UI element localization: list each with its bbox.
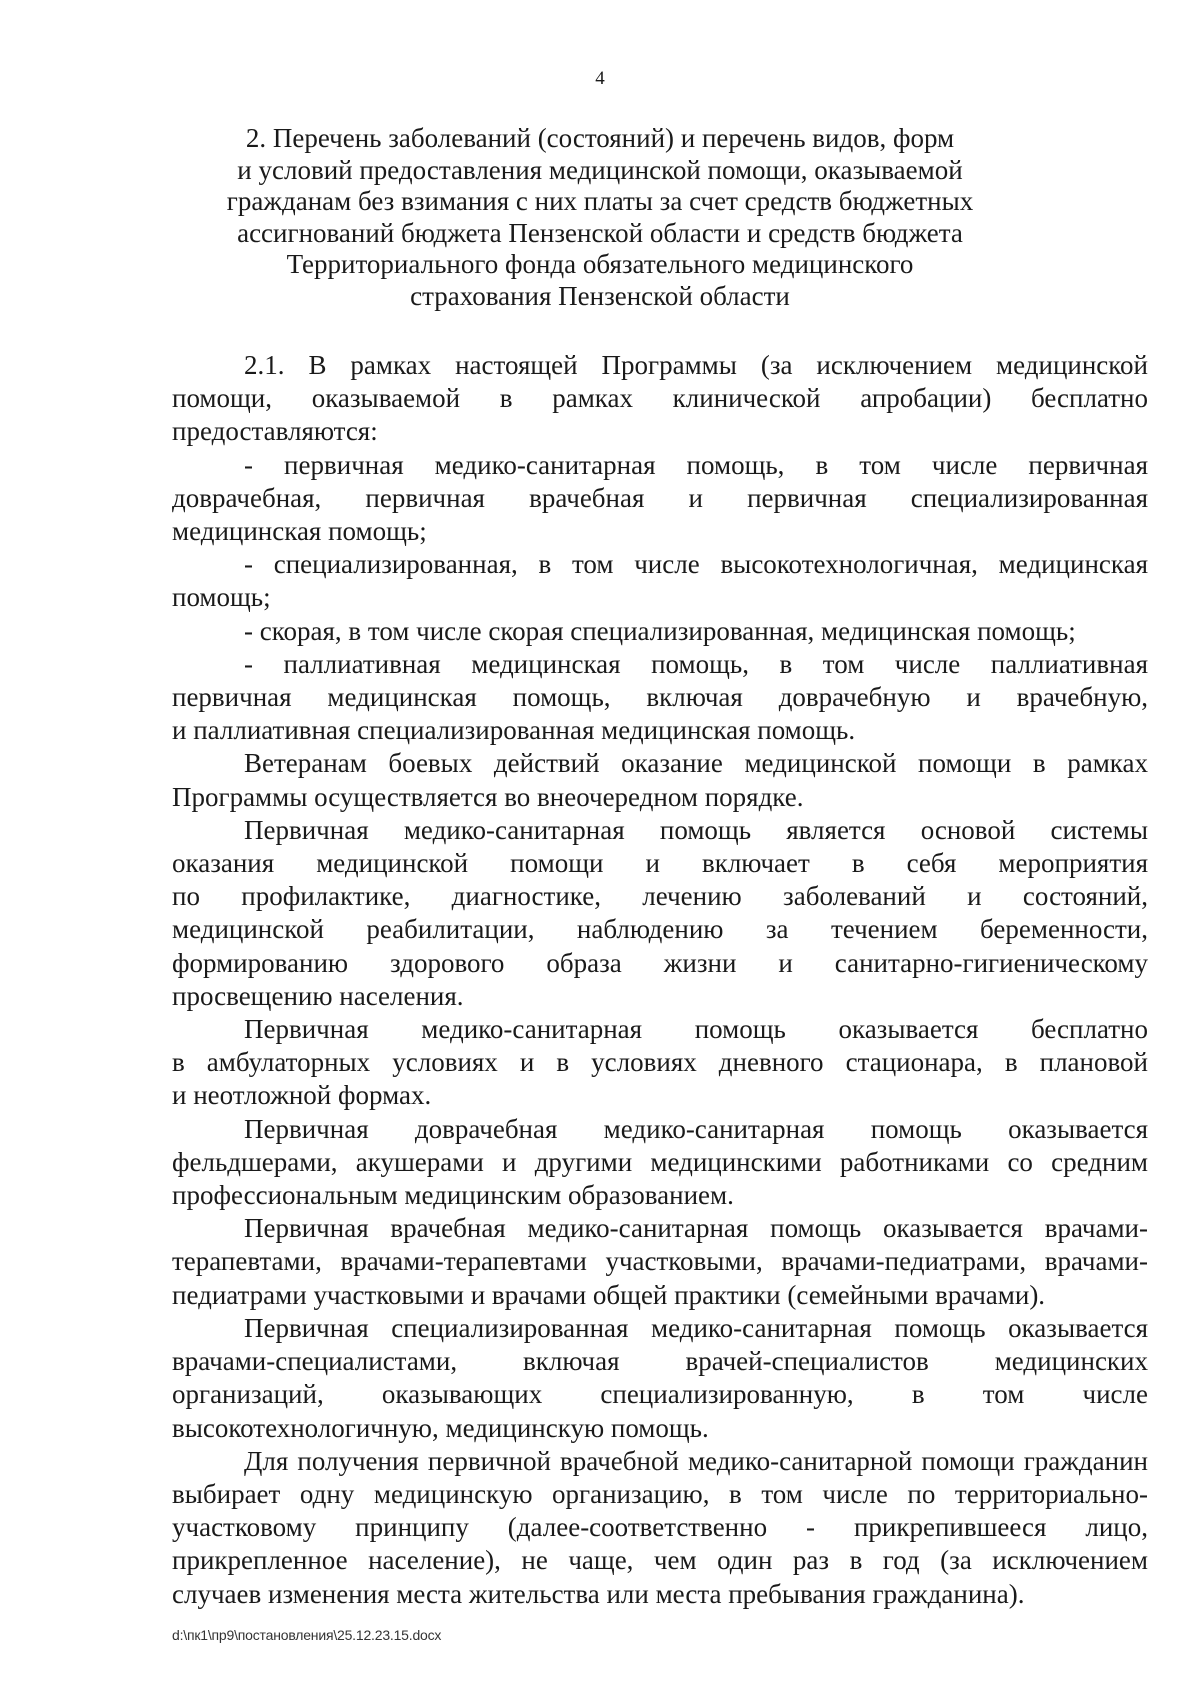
paragraph xyxy=(172,615,1148,648)
paragraph-line: случаев изменения места жительства или места пребывания гражданина). xyxy=(172,1578,1025,1609)
paragraph-line: - специализированная, в том числе высокотехнологичная, медицинская xyxy=(244,549,1148,580)
paragraph-line: Ветеранам боевых действий оказание медицинской помощи в рамках xyxy=(244,748,1148,779)
paragraph-line: и паллиативная специализированная медицинская помощь. xyxy=(172,715,856,746)
paragraph-line: педиатрами участковыми и врачами общей практики (семейными врачами). xyxy=(172,1279,1046,1310)
title-line: страхования Пензенской области xyxy=(410,280,790,311)
paragraph-line: Первичная медико-санитарная помощь оказывается бесплатно xyxy=(244,1014,1148,1045)
paragraph-line: в амбулаторных условиях и в условиях дневного стационара, в плановой xyxy=(172,1047,1148,1078)
paragraph-line: Программы осуществляется во внеочередном порядке. xyxy=(172,781,804,812)
paragraph-line: организаций, оказывающих специализированную, в том числе xyxy=(172,1379,1148,1410)
paragraph-line: фельдшерами, акушерами и другими медицинскими работниками со средним xyxy=(172,1146,1148,1177)
paragraph-line: и неотложной формах. xyxy=(172,1080,432,1111)
paragraph xyxy=(172,449,1148,549)
paragraph-line: Первичная медико-санитарная помощь является основой системы xyxy=(244,814,1148,845)
title-line: и условий предоставления медицинской помощи, оказываемой xyxy=(237,154,963,185)
paragraph-line: формированию здорового образа жизни и санитарно-гигиеническому xyxy=(172,947,1148,978)
paragraph xyxy=(172,1445,1148,1611)
paragraph xyxy=(172,648,1148,748)
paragraph-line: по профилактике, диагностике, лечению заболеваний и состояний, xyxy=(172,881,1148,912)
paragraph-line: врачами-специалистами, включая врачей-специалистов медицинских xyxy=(172,1346,1148,1377)
paragraph-line: Первичная врачебная медико-санитарная помощь оказывается врачами- xyxy=(244,1213,1148,1244)
paragraph-line: терапевтами, врачами-терапевтами участковыми, врачами-педиатрами, врачами- xyxy=(172,1246,1148,1277)
paragraph xyxy=(172,1013,1148,1113)
paragraph xyxy=(172,1113,1148,1213)
paragraph-line: оказания медицинской помощи и включает в себя мероприятия xyxy=(172,848,1148,879)
paragraph-line: Первичная доврачебная медико-санитарная помощь оказывается xyxy=(244,1113,1148,1144)
paragraph-line: - первичная медико-санитарная помощь, в том числе первичная xyxy=(244,449,1148,480)
paragraph-line: - паллиативная медицинская помощь, в том числе паллиативная xyxy=(244,648,1148,679)
paragraph-line: участковому принципу (далее-соответственно - прикрепившееся лицо, xyxy=(172,1512,1148,1543)
title-line: ассигнований бюджета Пензенской области и средств бюджета xyxy=(237,217,963,248)
paragraph xyxy=(172,814,1148,1013)
document-body xyxy=(172,349,1148,1611)
paragraph-line: медицинской реабилитации, наблюдению за течением беременности, xyxy=(172,914,1148,945)
paragraph-line: прикрепленное население), не чаще, чем один раз в год (за исключением xyxy=(172,1545,1148,1576)
paragraph-line: высокотехнологичную, медицинскую помощь. xyxy=(172,1412,709,1443)
paragraph-line: - скорая, в том числе скорая специализированная, медицинская помощь; xyxy=(244,615,1076,646)
paragraph xyxy=(172,349,1148,449)
title-line: 2. Перечень заболеваний (состояний) и перечень видов, форм xyxy=(245,123,955,153)
paragraph xyxy=(172,548,1148,614)
paragraph-line: помощь; xyxy=(172,582,271,613)
paragraph-line: предоставляются: xyxy=(172,416,378,447)
section-title xyxy=(180,123,1020,312)
paragraph xyxy=(172,747,1148,813)
title-line: гражданам без взимания с них платы за счет средств бюджетных xyxy=(226,186,974,216)
paragraph-line: просвещению населения. xyxy=(172,980,464,1011)
paragraph-line: доврачебная, первичная врачебная и первичная специализированная xyxy=(172,482,1148,513)
page-number: 4 xyxy=(595,68,605,89)
paragraph-line: Для получения первичной врачебной медико-санитарной помощи гражданин xyxy=(244,1445,1148,1476)
paragraph-line: профессиональным медицинским образованием. xyxy=(172,1180,734,1211)
title-line: Территориального фонда обязательного медицинского xyxy=(286,249,914,279)
paragraph-line: выбирает одну медицинскую организацию, в том числе по территориально- xyxy=(172,1478,1148,1509)
paragraph-line: 2.1. В рамках настоящей Программы (за исключением медицинской xyxy=(244,350,1148,380)
paragraph xyxy=(172,1312,1148,1445)
file-path-footer: d:\пк1\пр9\постановления\25.12.23.15.docx xyxy=(172,1627,442,1643)
paragraph-line: Первичная специализированная медико-санитарная помощь оказывается xyxy=(244,1312,1148,1343)
paragraph xyxy=(172,1212,1148,1312)
paragraph-line: первичная медицинская помощь, включая доврачебную и врачебную, xyxy=(172,682,1148,713)
paragraph-line: медицинская помощь; xyxy=(172,516,427,547)
paragraph-line: помощи, оказываемой в рамках клинической апробации) бесплатно xyxy=(172,383,1148,414)
